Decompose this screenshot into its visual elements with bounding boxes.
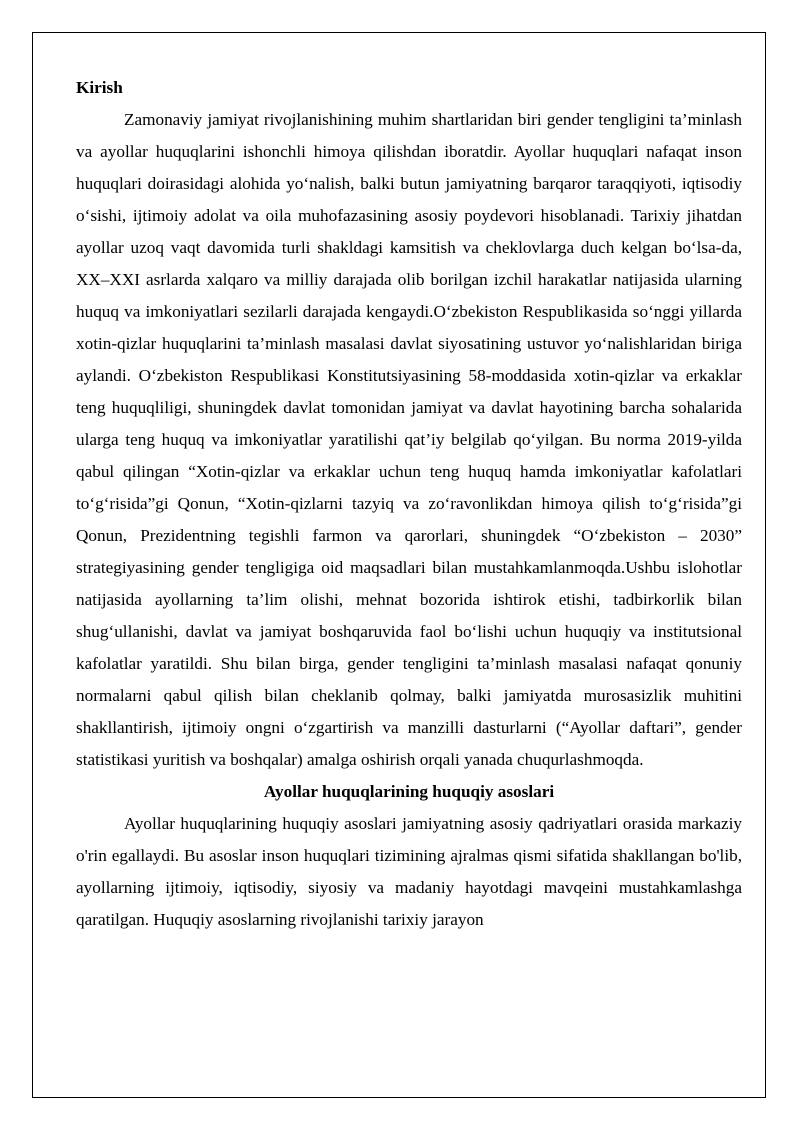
legal-foundations-paragraph: Ayollar huquqlarining huquqiy asoslari jamiyatning asosiy qadriyatlari orasida markaziy o'rin egallaydi. Bu asoslar inson huquqlari tizimining ajralmas qismi sifatida shakllangan bo'lib, ayollarning ijtimoiy, iqtisodiy, siyosiy va madaniy hayotdagi mavqeini mustahkamlashga qaratilgan. Huquqiy asoslarning rivojlanishi tarixiy jarayon: [76, 814, 742, 929]
section-heading-legal-foundations: Ayollar huquqlarining huquqiy asoslari: [263, 782, 555, 801]
intro-paragraph: Zamonaviy jamiyat rivojlanishining muhim shartlaridan biri gender tengligini ta’minlash va ayollar huquqlarini ishonchli himoya qilishdan iboratdir. Ayollar huquqlari nafaqat inson huquqlari doirasidagi alohida yo‘nalish, balki butun jamiyatning barqaror taraqqiyoti, iqtisodiy o‘sishi, ijtimoiy adolat va oila muhofazasining asosiy poydevori hisoblanadi. Tarixiy jihatdan ayollar uzoq vaqt davomida turli shakldagi kamsitish va cheklovlarga duch kelgan bo‘lsa-da, XX–XXI asrlarda xalqaro va milliy darajada olib borilgan izchil harakatlar natijasida ularning huquq va imkoniyatlari sezilarli darajada kengaydi.O‘zbekiston Respublikasida so‘nggi yillarda xotin-qizlar huquqlarini ta’minlash masalasi davlat siyosatining ustuvor yo‘nalishlaridan biriga aylandi. O‘zbekiston Respublikasi Konstitutsiyasining 58-moddasida xotin-qizlar va erkaklar teng huquqliligi, shuningdek davlat tomonidan jamiyat va davlat hayotining barcha sohalarida ularga teng huquq va imkoniyatlar yaratilishi qat’iy belgilab qo‘yilgan. Bu norma 2019-yilda qabul qilingan “Xotin-qizlar va erkaklar uchun teng huquq hamda imkoniyatlar kafolatlari to‘g‘risida”gi Qonun, “Xotin-qizlarni tazyiq va zo‘ravonlikdan himoya qilish to‘g‘risida”gi Qonun, Prezidentning tegishli farmon va qarorlari, shuningdek “O‘zbekiston – 2030” strategiyasining gender tengligiga oid maqsadlari bilan mustahkamlanmoqda.Ushbu islohotlar natijasida ayollarning ta’lim olishi, mehnat bozorida ishtirok etishi, tadbirkorlik bilan shug‘ullanishi, davlat va jamiyat boshqaruvida faol bo‘lishi uchun huquqiy va institutsional kafolatlar yaratildi. Shu bilan birga, gender tengligini ta’minlash masalasi nafaqat qonuniy normalarni qabul qilish bilan cheklanib qolmay, balki jamiyatda murosasizlik muhitini shakllantirish, ijtimoiy ongni o‘zgartirish va manzilli dasturlarni (“Ayollar daftari”, gender statistikasi yuritish va boshqalar) amalga oshirish orqali yanada chuqurlashmoqda.: [76, 110, 742, 769]
section-heading-kirish: Kirish: [76, 78, 123, 97]
document-body: [76, 72, 742, 936]
